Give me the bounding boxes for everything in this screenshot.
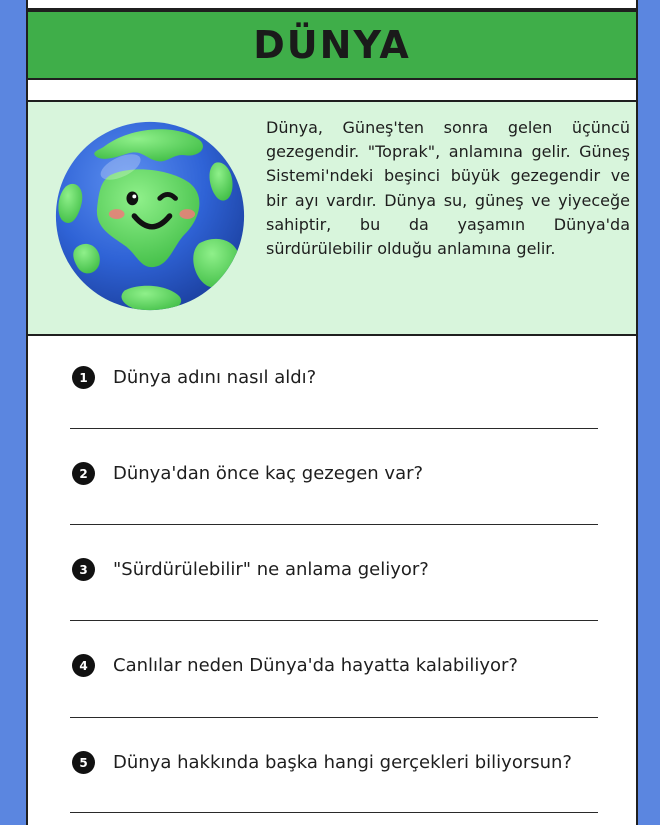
answer-line-2[interactable]	[70, 524, 598, 525]
question-number-badge: 1	[72, 366, 95, 389]
question-number-badge: 3	[72, 558, 95, 581]
question-text: Canlılar neden Dünya'da hayatta kalabiliyor?	[113, 655, 518, 676]
worksheet	[26, 0, 638, 825]
answer-line-3[interactable]	[70, 620, 598, 621]
earth-illustration	[52, 118, 248, 314]
question-5	[72, 751, 612, 774]
question-text: Dünya hakkında başka hangi gerçekleri biliyorsun?	[113, 752, 572, 773]
question-text: Dünya adını nasıl aldı?	[113, 367, 317, 388]
answer-line-5[interactable]	[70, 812, 598, 813]
question-text: Dünya'dan önce kaç gezegen var?	[113, 463, 424, 484]
page-title: DÜNYA	[253, 23, 411, 67]
question-number-badge: 2	[72, 462, 95, 485]
question-number-badge: 5	[72, 751, 95, 774]
answer-line-1[interactable]	[70, 428, 598, 429]
question-text: "Sürdürülebilir" ne anlama geliyor?	[113, 559, 429, 580]
title-banner	[28, 10, 636, 80]
answer-line-4[interactable]	[70, 717, 598, 718]
question-number-badge: 4	[72, 654, 95, 677]
question-1	[72, 366, 612, 389]
info-paragraph: Dünya, Güneş'ten sonra gelen üçüncü gezegendir. "Toprak", anlamına gelir. Güneş Sistemi'ndeki beşinci büyük gezegendir ve bir ayı vardır. Dünya su, güneş ve yiyeceğe sahiptir, bu da yaşamın Dünya'da sürdürülebilir olduğu anlamına gelir.	[266, 118, 630, 259]
question-2	[72, 462, 612, 485]
question-3	[72, 558, 612, 581]
question-4	[72, 654, 612, 677]
info-panel	[28, 100, 636, 336]
